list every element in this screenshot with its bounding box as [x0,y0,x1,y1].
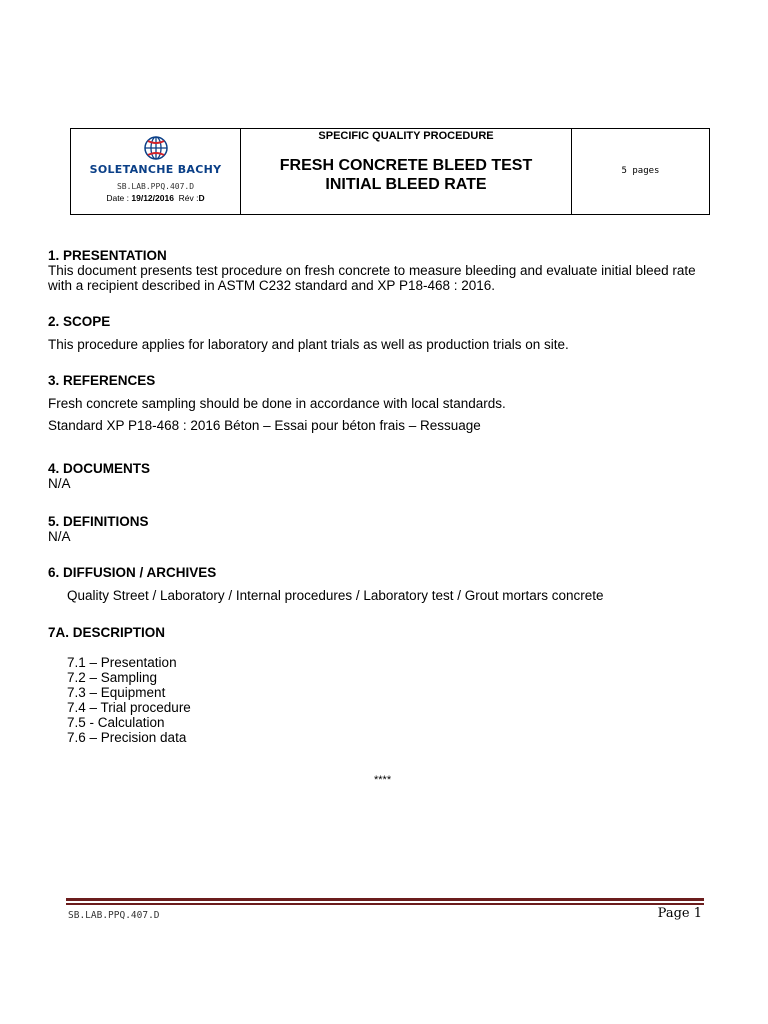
diffusion-heading: 6. DIFFUSION / ARCHIVES [48,565,217,580]
document-header [70,128,710,215]
description-item-3: 7.3 – Equipment [67,685,166,700]
procedure-category: SPECIFIC QUALITY PROCEDURE [318,130,494,142]
globe-logo-icon [142,135,170,161]
presentation-text-2: with a recipient described in ASTM C232 standard and XP P18-468 : 2016. [48,278,496,293]
presentation-text-1: This document presents test procedure on fresh concrete to measure bleeding and evaluate initial bleed rate [48,263,696,278]
header-doc-ref: SB.LAB.PPQ.407.D [116,182,195,191]
references-text-2: Standard XP P18-468 : 2016 Béton – Essai pour béton frais – Ressuage [48,418,481,433]
header-date-rev [106,193,204,203]
references-text-1: Fresh concrete sampling should be done in accordance with local standards. [48,396,506,411]
page-count: 5 pages [621,165,660,176]
date-value: 19/12/2016 [131,193,174,203]
rev-label: Rév : [178,193,199,203]
title-line-1: FRESH CONCRETE BLEED TEST [279,157,533,174]
definitions-heading: 5. DEFINITIONS [48,514,149,529]
footer-rule-thick [66,898,704,901]
document-title [241,156,571,194]
company-name: SOLETANCHE BACHY [89,163,222,176]
footer-page-number: Page 1 [657,906,702,921]
diffusion-text: Quality Street / Laboratory / Internal procedures / Laboratory test / Grout mortars concrete [67,588,604,603]
references-heading: 3. REFERENCES [48,373,156,388]
date-label: Date : [106,193,130,203]
documents-heading: 4. DOCUMENTS [48,461,151,476]
description-item-4: 7.4 – Trial procedure [67,700,191,715]
definitions-text: N/A [48,529,71,544]
footer-doc-ref: SB.LAB.PPQ.407.D [68,910,160,921]
rev-value: D [198,193,205,203]
scope-text: This procedure applies for laboratory and plant trials as well as production trials on site. [48,337,569,352]
description-item-1: 7.1 – Presentation [67,655,177,670]
presentation-heading: 1. PRESENTATION [48,248,167,263]
description-item-5: 7.5 - Calculation [67,715,165,730]
documents-text: N/A [48,476,71,491]
scope-heading: 2. SCOPE [48,314,111,329]
description-item-6: 7.6 – Precision data [67,730,187,745]
description-heading: 7A. DESCRIPTION [48,625,166,640]
footer-rule-thin [66,903,704,905]
footer-rule [66,898,704,905]
title-cell [241,129,572,214]
description-item-2: 7.2 – Sampling [67,670,158,685]
logo-cell [71,129,241,214]
section-separator: **** [374,774,392,786]
title-line-2: INITIAL BLEED RATE [325,176,487,193]
